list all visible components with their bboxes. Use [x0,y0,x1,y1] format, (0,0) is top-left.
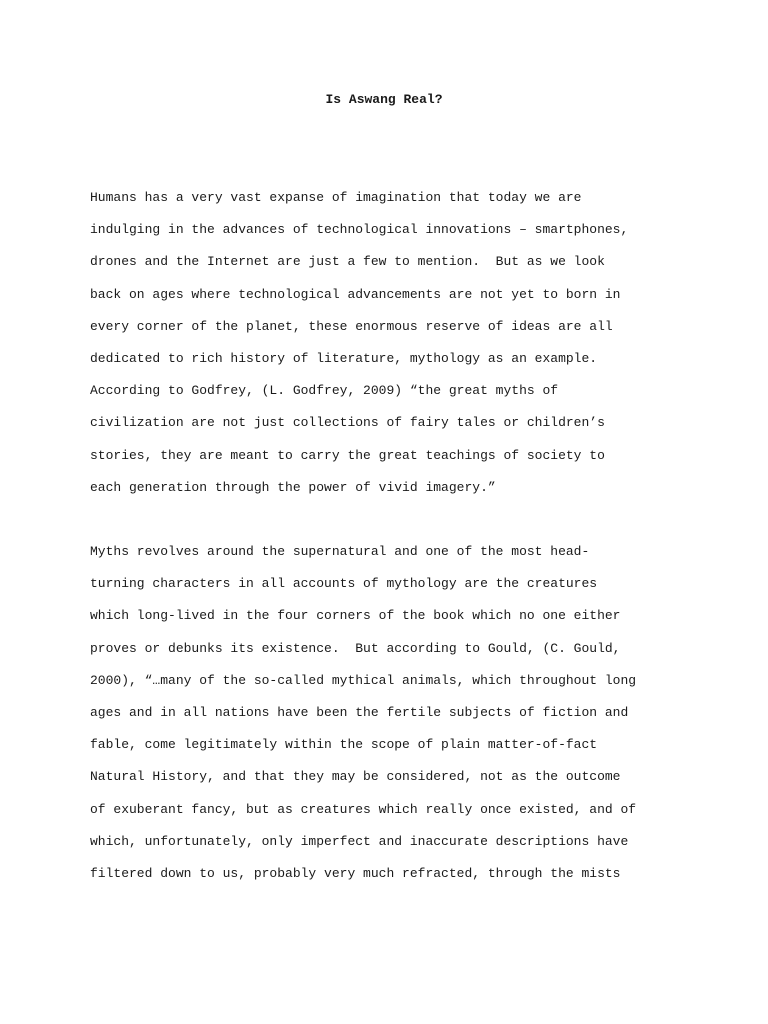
paragraph-line: Humans has a very vast expanse of imagination that today we are [90,190,582,205]
paragraph-line: of exuberant fancy, but as creatures which really once existed, and of [90,801,637,817]
paragraph-line: civilization are not just collections of fairy tales or children’s [90,415,605,431]
paragraph-line: back on ages where technological advancements are not yet to born in [90,286,621,302]
paragraph-line: Natural History, and that they may be considered, not as the outcome [90,769,621,785]
paragraph-line: proves or debunks its existence. But according to Gould, (C. Gould, [90,640,621,656]
paragraph-1 [90,189,628,511]
paragraph-line: stories, they are meant to carry the great teachings of society to [90,447,605,463]
paragraph-line: indulging in the advances of technological innovations – smartphones, [90,222,629,238]
paragraph-line: each generation through the power of vivid imagery.” [90,479,496,495]
document-title: Is Aswang Real? [325,92,443,107]
paragraph-line: ages and in all nations have been the fertile subjects of fiction and [90,704,629,720]
paragraph-line: Myths revolves around the supernatural and one of the most head- [90,544,590,559]
paragraph-line: fable, come legitimately within the scope of plain matter-of-fact [90,737,598,753]
paragraph-line: dedicated to rich history of literature, mythology as an example. [90,350,598,366]
paragraph-line: turning characters in all accounts of mythology are the creatures [90,576,598,592]
paragraph-line: every corner of the planet, these enormous reserve of ideas are all [90,318,613,334]
paragraph-line: drones and the Internet are just a few to mention. But as we look [90,254,605,270]
paragraph-line: which long-lived in the four corners of the book which no one either [90,608,621,624]
paragraph-line: which, unfortunately, only imperfect and inaccurate descriptions have [90,833,629,849]
paragraph-line: According to Godfrey, (L. Godfrey, 2009) “the great myths of [90,383,559,399]
paragraph-line: filtered down to us, probably very much refracted, through the mists [90,865,621,881]
paragraph-2 [90,543,636,897]
paragraph-line: 2000), “…many of the so-called mythical animals, which throughout long [90,672,637,688]
